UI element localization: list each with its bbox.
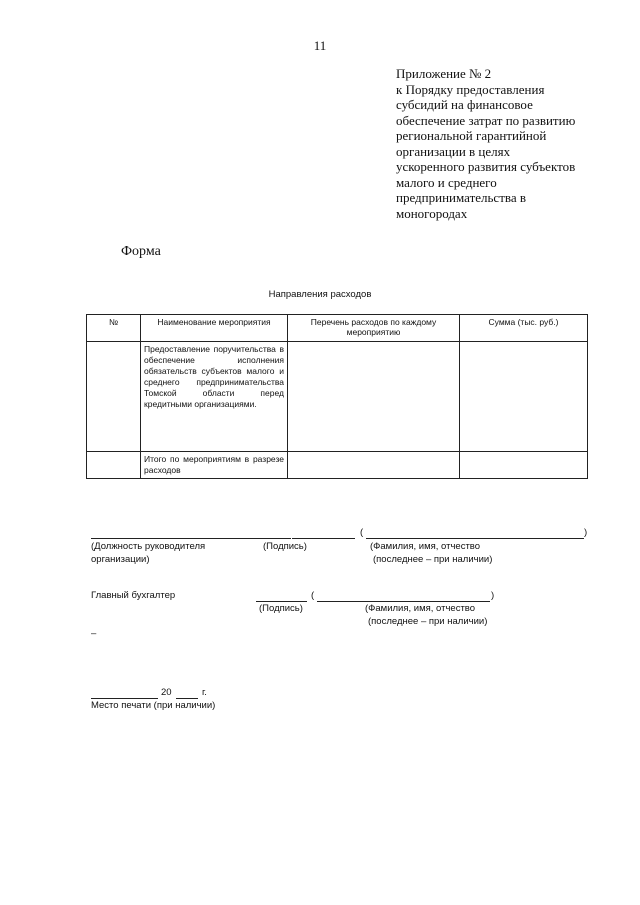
head-name-label-2: (последнее – при наличии) xyxy=(373,554,493,565)
cell-expense-list[interactable] xyxy=(288,342,460,452)
cell-number[interactable] xyxy=(87,452,141,479)
appendix-line: субсидий на финансовое xyxy=(396,97,533,112)
date-year-suffix: г. xyxy=(202,687,207,698)
expenses-table xyxy=(86,314,588,479)
cell-event-name: Предоставление поручительства в обеспечение исполнения обязательств субъектов малого и среднего предпринимательства Томской области перед кредитными организациями. xyxy=(141,342,288,452)
date-year-line[interactable] xyxy=(176,698,198,699)
table-header-row xyxy=(87,315,588,342)
appendix-line: Приложение № 2 xyxy=(396,66,492,81)
table-row-total xyxy=(87,452,588,479)
date-line[interactable] xyxy=(91,698,158,699)
position-line[interactable] xyxy=(91,538,291,539)
appendix-line: моногородах xyxy=(396,205,468,221)
accountant-name-label-2: (последнее – при наличии) xyxy=(368,616,488,627)
header-expense-list: Перечень расходов по каждому мероприятию xyxy=(288,315,460,342)
header-event-name: Наименование мероприятия xyxy=(141,315,288,342)
accountant-name-close-paren: ) xyxy=(491,590,495,601)
date-year-prefix: 20 xyxy=(161,687,172,698)
position-label-2: организации) xyxy=(91,554,150,565)
table-title: Направления расходов xyxy=(268,289,372,300)
accountant-name-line[interactable] xyxy=(317,601,490,602)
appendix-header xyxy=(396,66,626,221)
cell-expense-list[interactable] xyxy=(288,452,460,479)
appendix-line: к Порядку предоставления xyxy=(396,81,545,97)
appendix-line: ускоренного развития субъектов xyxy=(396,159,576,174)
cell-sum[interactable] xyxy=(460,452,588,479)
head-name-label: (Фамилия, имя, отчество xyxy=(370,541,481,552)
header-sum: Сумма (тыс. руб.) xyxy=(460,315,588,342)
head-name-line[interactable] xyxy=(366,538,584,539)
form-label: Форма xyxy=(121,244,161,259)
head-name-open-paren: ( xyxy=(360,527,364,538)
appendix-line: предпринимательства в xyxy=(396,190,527,205)
appendix-line: малого и среднего xyxy=(396,174,497,190)
cell-sum[interactable] xyxy=(460,342,588,452)
appendix-line: организации в целях xyxy=(396,143,511,159)
stray-dash: – xyxy=(91,628,97,639)
accountant-signature-line[interactable] xyxy=(256,601,307,602)
accountant-name-label: (Фамилия, имя, отчество xyxy=(365,603,476,614)
appendix-line: обеспечение затрат по развитию xyxy=(396,112,576,128)
head-signature-line[interactable] xyxy=(292,538,355,539)
accountant-name-open-paren: ( xyxy=(311,590,315,601)
cell-total-label: Итого по мероприятиям в разрезе расходов xyxy=(141,452,288,479)
table-row xyxy=(87,342,588,452)
accountant-title: Главный бухгалтер xyxy=(91,590,176,601)
stamp-label: Место печати (при наличии) xyxy=(91,700,216,711)
head-sign-label: (Подпись) xyxy=(263,541,307,552)
position-label: (Должность руководителя xyxy=(91,541,206,552)
page-number: 11 xyxy=(313,38,327,53)
head-name-close-paren: ) xyxy=(584,527,588,538)
accountant-sign-label: (Подпись) xyxy=(259,603,303,614)
cell-number[interactable] xyxy=(87,342,141,452)
appendix-line: региональной гарантийной xyxy=(396,128,547,143)
header-number: № xyxy=(87,315,141,342)
